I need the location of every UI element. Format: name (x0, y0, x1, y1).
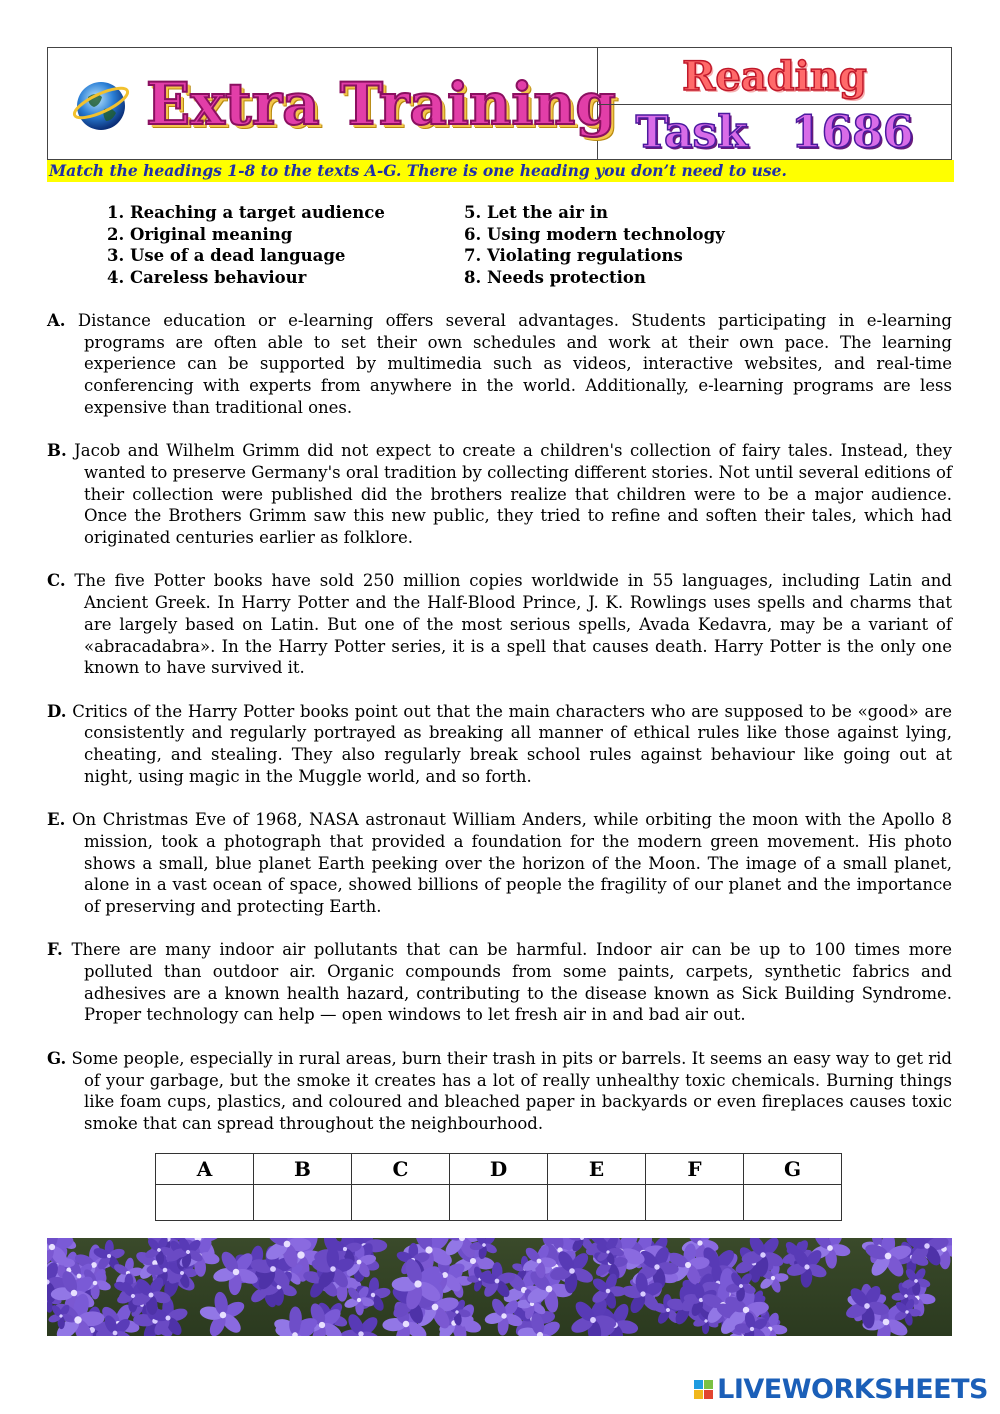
header-info-cell (598, 48, 951, 159)
text-paragraph-g (47, 1048, 952, 1135)
header-brand-cell (48, 48, 616, 159)
paragraph-body: Distance education or e-learning offers several advantages. Students participating in e-learning programs are often able to set their own schedules and work at their own pace. The learning experience can be supported by multimedia such as videos, interactive websites, and real-time conferencing with experts from anywhere in the world. Additionally, e-learning programs are less expensive than traditional ones. (77, 311, 952, 417)
task-number: Task 1686 (635, 106, 914, 158)
heading-item: 2. Original meaning (107, 224, 293, 244)
paragraph-letter: B. (47, 441, 67, 461)
text-paragraph-f (47, 939, 952, 1026)
text-paragraph-c (47, 570, 952, 679)
heading-item: 7. Violating regulations (464, 246, 683, 266)
instruction-banner: Match the headings 1-8 to the texts A-G. There is one heading you don’t need to use. (47, 160, 954, 182)
liveworksheets-text: LIVEWORKSHEETS (717, 1374, 988, 1405)
answer-cell-e[interactable] (548, 1185, 646, 1221)
answer-input-row (156, 1185, 842, 1221)
heading-item: 5. Let the air in (464, 203, 608, 222)
paragraph-body: On Christmas Eve of 1968, NASA astronaut William Anders, while orbiting the moon with the Apollo 8 mission, took a photograph that provided a foundation for the modern green movement. His photo shows a small, blue planet Earth peeking over the horizon of the Moon. The image of a small planet, alone in a vast ocean of space, showed billions of people the fragility of our planet and the importance of preserving and protecting Earth. (71, 810, 952, 916)
paragraph-body: The five Potter books have sold 250 million copies worldwide in 55 languages, including Latin and Ancient Greek. In Harry Potter and the Half-Blood Prince, J. K. Rowlings uses spells and charms that are largely based on Latin. But one of the most serious spells, Avada Kedavra, may be a variant of «abracadabra». In the Harry Potter series, it is a spell that causes death. Harry Potter is the only one known to have survived it. (74, 571, 952, 678)
text-paragraph-a (47, 310, 952, 419)
answer-column-label: D (450, 1154, 548, 1185)
heading-item: 3. Use of a dead language (107, 246, 346, 266)
answer-cell-a[interactable] (156, 1185, 254, 1221)
heading-item: 6. Using modern technology (464, 224, 725, 244)
answer-column-label: B (254, 1154, 352, 1185)
paragraph-body: Critics of the Harry Potter books point out that the main characters who are supposed to be «good» are consistently and regularly portrayed as breaking all manner of ethical rules like those against lying, cheating, and stealing. They also regularly break school rules against behaviour like going out at night, using magic in the Muggle world, and so forth. (72, 701, 952, 786)
answer-column-label: C (352, 1154, 450, 1185)
paragraph-letter: C. (47, 571, 66, 591)
liveworksheets-icon (694, 1380, 713, 1399)
flowers-banner-image (47, 1238, 952, 1336)
globe-icon (70, 73, 132, 135)
paragraph-letter: A. (47, 311, 66, 330)
answer-cell-c[interactable] (352, 1185, 450, 1221)
answer-column-label: F (646, 1154, 744, 1185)
flowers-illustration (47, 1238, 952, 1336)
task-cell (598, 105, 951, 159)
answer-column-label: E (548, 1154, 646, 1185)
flower-decoration (192, 1283, 255, 1336)
headings-list (107, 202, 807, 289)
heading-item: 4. Careless behaviour (107, 268, 307, 288)
text-paragraph-e (47, 809, 952, 918)
answer-table (155, 1153, 842, 1221)
answer-cell-d[interactable] (450, 1185, 548, 1221)
header (47, 47, 952, 160)
text-paragraph-d (47, 701, 952, 788)
section-cell (598, 48, 951, 105)
liveworksheets-logo (694, 1374, 988, 1405)
paragraph-letter: G. (47, 1048, 67, 1068)
answer-table-header (156, 1154, 842, 1185)
brand-title: Extra Training (146, 69, 616, 138)
section-title: Reading (682, 52, 867, 100)
paragraph-body: There are many indoor air pollutants that can be harmful. Indoor air can be up to 100 times more polluted than outdoor air. Organic compounds from some paints, carpets, synthetic fabrics and adhesives are a known health hazard, contributing to the disease known as Sick Building Syndrome. Proper technology can help — open windows to let fresh air in and bad air out. (71, 940, 952, 1025)
paragraph-body: Some people, especially in rural areas, burn their trash in pits or barrels. It seems an easy way to get rid of your garbage, but the smoke it creates has a lot of really unhealthy toxic chemicals. Burning things like foam cups, plastics, and coloured and bleached paper in backyards or even fireplaces causes toxic smoke that can spread throughout the neighbourhood. (71, 1048, 952, 1133)
paragraph-body: Jacob and Wilhelm Grimm did not expect to create a children's collection of fairy tales. Instead, they wanted to preserve Germany's oral tradition by collecting different stories. Not until several editions of their collection were published did the brothers realize that children were to be a major audience. Once the Brothers Grimm saw this new public, they tried to refine and soften their tales, which had originated centuries earlier as folklore. (74, 441, 952, 548)
answer-cell-g[interactable] (744, 1185, 842, 1221)
paragraph-letter: E. (47, 810, 66, 830)
text-paragraph-b (47, 440, 952, 549)
answer-column-label: A (156, 1154, 254, 1185)
answer-cell-b[interactable] (254, 1185, 352, 1221)
texts-section (47, 310, 952, 1156)
answer-cell-f[interactable] (646, 1185, 744, 1221)
heading-item: 1. Reaching a target audience (107, 203, 385, 222)
paragraph-letter: D. (47, 701, 67, 721)
paragraph-letter: F. (47, 940, 63, 960)
heading-item: 8. Needs protection (464, 268, 646, 288)
answer-column-label: G (744, 1154, 842, 1185)
